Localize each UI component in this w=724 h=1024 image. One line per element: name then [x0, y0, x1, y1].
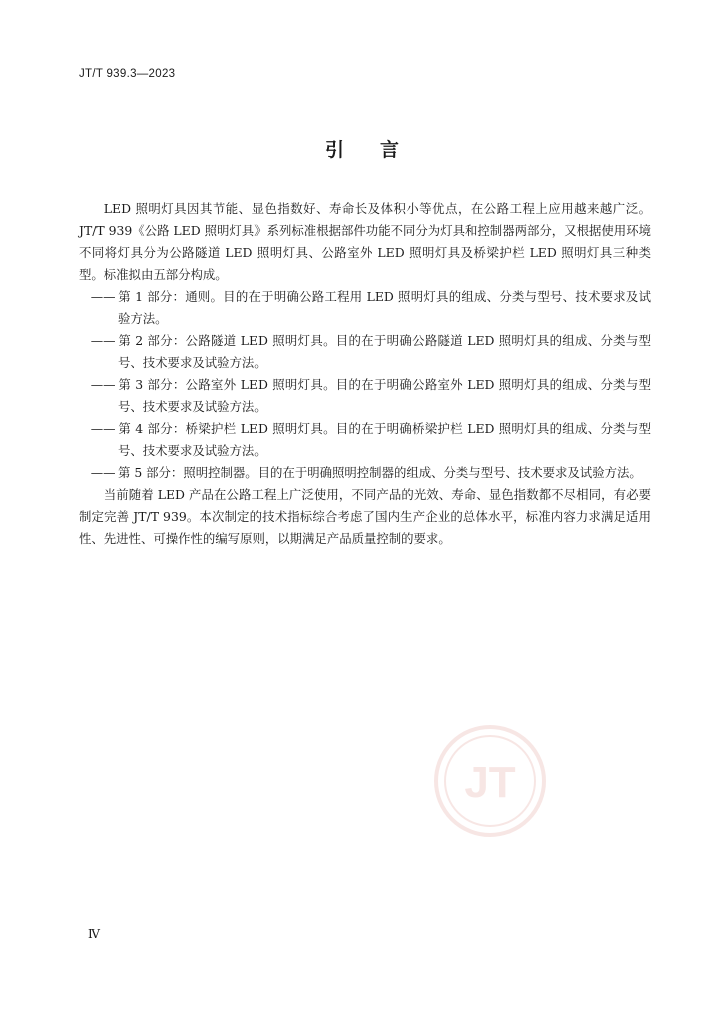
list-item: [79, 462, 651, 484]
list-dash: ——: [90, 333, 116, 348]
watermark-text: JT: [464, 758, 516, 807]
list-item-text: 第 4 部分：桥梁护栏 LED 照明灯具。目的在于明确桥梁护栏 LED 照明灯具的组成、分类与型号、技术要求及试验方法。: [118, 421, 651, 458]
list-dash: ——: [90, 289, 116, 304]
list-item: [79, 418, 651, 462]
list-item-text: 第 2 部分：公路隧道 LED 照明灯具。目的在于明确公路隧道 LED 照明灯具的组成、分类与型号、技术要求及试验方法。: [118, 333, 651, 370]
list-item: [79, 374, 651, 418]
closing-paragraph: 当前随着 LED 产品在公路工程上广泛使用，不同产品的光效、寿命、显色指数都不尽相同，有必要制定完善 JT/T 939。本次制定的技术指标综合考虑了国内生产企业的总体水平，标准内容力求满足适用性、先进性、可操作性的编写原则，以期满足产品质量控制的要求。: [79, 487, 651, 546]
list-dash: ——: [90, 421, 116, 436]
list-dash: ——: [90, 465, 116, 480]
body-text: [79, 198, 651, 550]
list-item: [79, 286, 651, 330]
intro-paragraph: LED 照明灯具因其节能、显色指数好、寿命长及体积小等优点，在公路工程上应用越来越广泛。JT/T 939《公路 LED 照明灯具》系列标准根据部件功能不同分为灯具和控制器两部分，又根据使用环境不同将灯具分为公路隧道 LED 照明灯具、公路室外 LED 照明灯具及桥梁护栏 LED 照明灯具三种类型。标准拟由五部分构成。: [79, 201, 651, 282]
document-code: JT/T 939.3—2023: [79, 68, 176, 80]
page-number: Ⅳ: [88, 927, 100, 941]
jt-seal-watermark-icon: [432, 723, 548, 839]
list-item-text: 第 5 部分：照明控制器。目的在于明确照明控制器的组成、分类与型号、技术要求及试验方法。: [118, 465, 642, 480]
page-title: 引言: [324, 139, 435, 161]
list-item-text: 第 3 部分：公路室外 LED 照明灯具。目的在于明确公路室外 LED 照明灯具的组成、分类与型号、技术要求及试验方法。: [118, 377, 651, 414]
list-dash: ——: [90, 377, 116, 392]
list-item: [79, 330, 651, 374]
list-item-text: 第 1 部分：通则。目的在于明确公路工程用 LED 照明灯具的组成、分类与型号、技术要求及试验方法。: [118, 289, 651, 326]
